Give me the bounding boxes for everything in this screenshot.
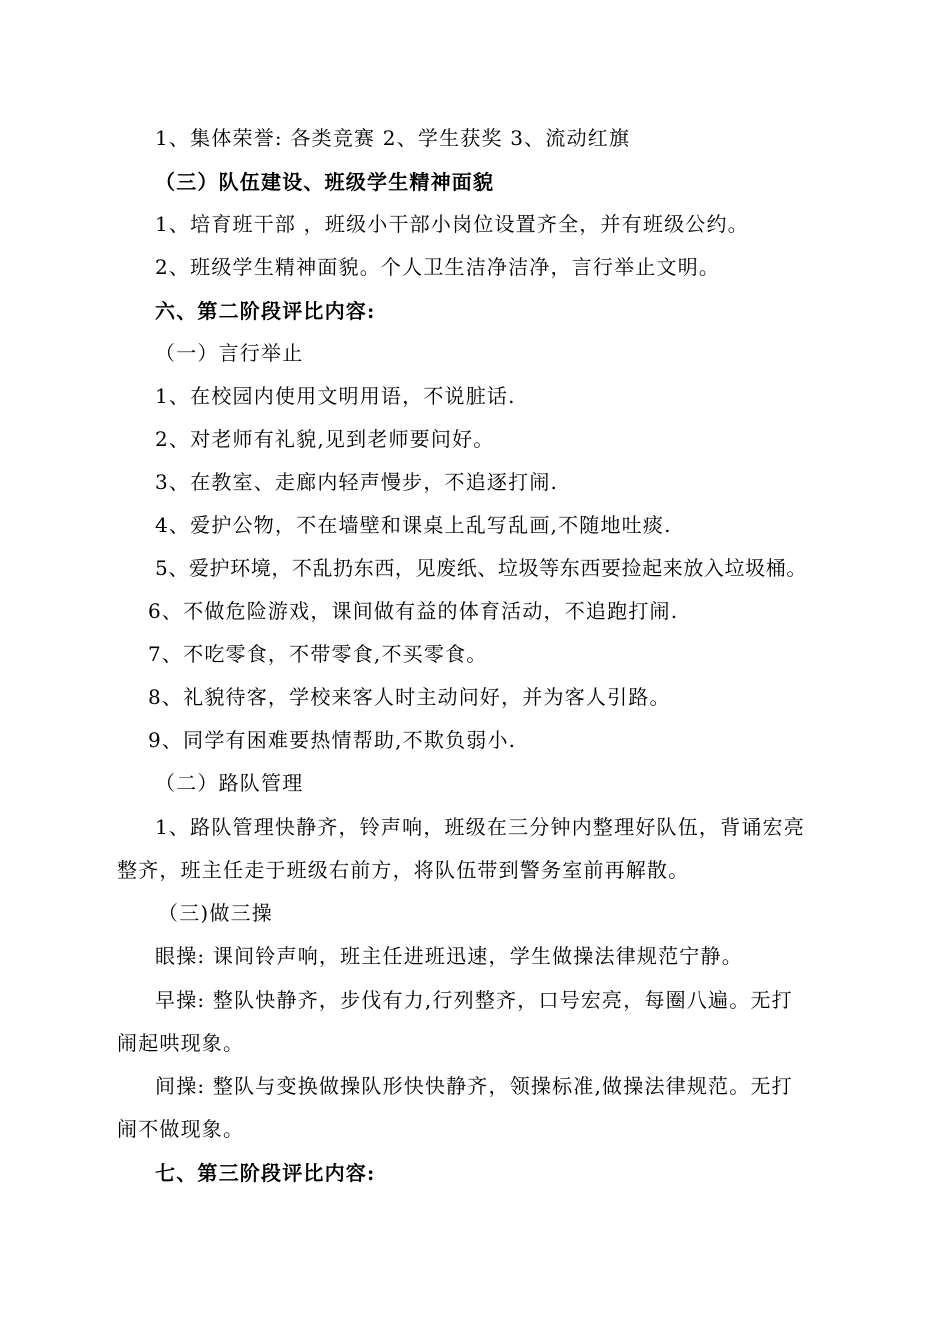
list-item: 7、不吃零食，不带零食,不买零食。 bbox=[148, 642, 488, 666]
paragraph-line: 早操: 整队快静齐，步伐有力,行列整齐，口号宏亮，每圈八遍。无打 bbox=[155, 988, 793, 1012]
text-line: 1、培育班干部 ，班级小干部小岗位设置齐全，并有班级公约。 bbox=[155, 212, 749, 236]
paragraph-line: 闹起哄现象。 bbox=[117, 1031, 245, 1055]
list-item: 1、在校园内使用文明用语，不说脏话. bbox=[155, 384, 516, 408]
text-line: 2、班级学生精神面貌。个人卫生洁净洁净，言行举止文明。 bbox=[155, 255, 721, 279]
list-item: 5、爱护环境，不乱扔东西，见废纸、垃圾等东西要捡起来放入垃圾桶。 bbox=[155, 556, 807, 580]
list-item: 3、在教室、走廊内轻声慢步，不追逐打闹. bbox=[155, 470, 559, 494]
list-item: 2、对老师有礼貌,见到老师要问好。 bbox=[155, 427, 495, 451]
paragraph-line: 闹不做现象。 bbox=[117, 1117, 245, 1141]
paragraph-line: 眼操: 课间铃声响，班主任进班迅速，学生做操法律规范宁静。 bbox=[155, 944, 743, 968]
subsection-heading: （一）言行举止 bbox=[155, 341, 304, 365]
section-heading: 六、第二阶段评比内容: bbox=[155, 299, 376, 323]
list-item: 6、不做危险游戏，课间做有益的体育活动，不追跑打闹. bbox=[148, 599, 679, 623]
section-heading: 七、第三阶段评比内容: bbox=[155, 1161, 376, 1185]
subsection-heading: （三)做三操 bbox=[158, 901, 274, 925]
paragraph-line: 间操: 整队与变换做操队形快快静齐，领操标准,做操法律规范。无打 bbox=[155, 1074, 793, 1098]
paragraph-line: 1、路队管理快静齐，铃声响，班级在三分钟内整理好队伍，背诵宏亮 bbox=[155, 815, 805, 839]
list-item: 8、礼貌待客，学校来客人时主动问好，并为客人引路。 bbox=[148, 685, 671, 709]
text-line: 1、集体荣誉: 各类竞赛 2、学生获奖 3、流动红旗 bbox=[155, 126, 631, 150]
section-heading: （三）队伍建设、班级学生精神面貌 bbox=[155, 170, 495, 194]
paragraph-line: 整齐，班主任走于班级右前方，将队伍带到警务室前再解散。 bbox=[117, 858, 690, 882]
list-item: 4、爱护公物，不在墙壁和课桌上乱写乱画,不随地吐痰. bbox=[155, 513, 672, 537]
list-item: 9、同学有困难要热情帮助,不欺负弱小. bbox=[148, 728, 517, 752]
subsection-heading: （二）路队管理 bbox=[155, 771, 304, 795]
